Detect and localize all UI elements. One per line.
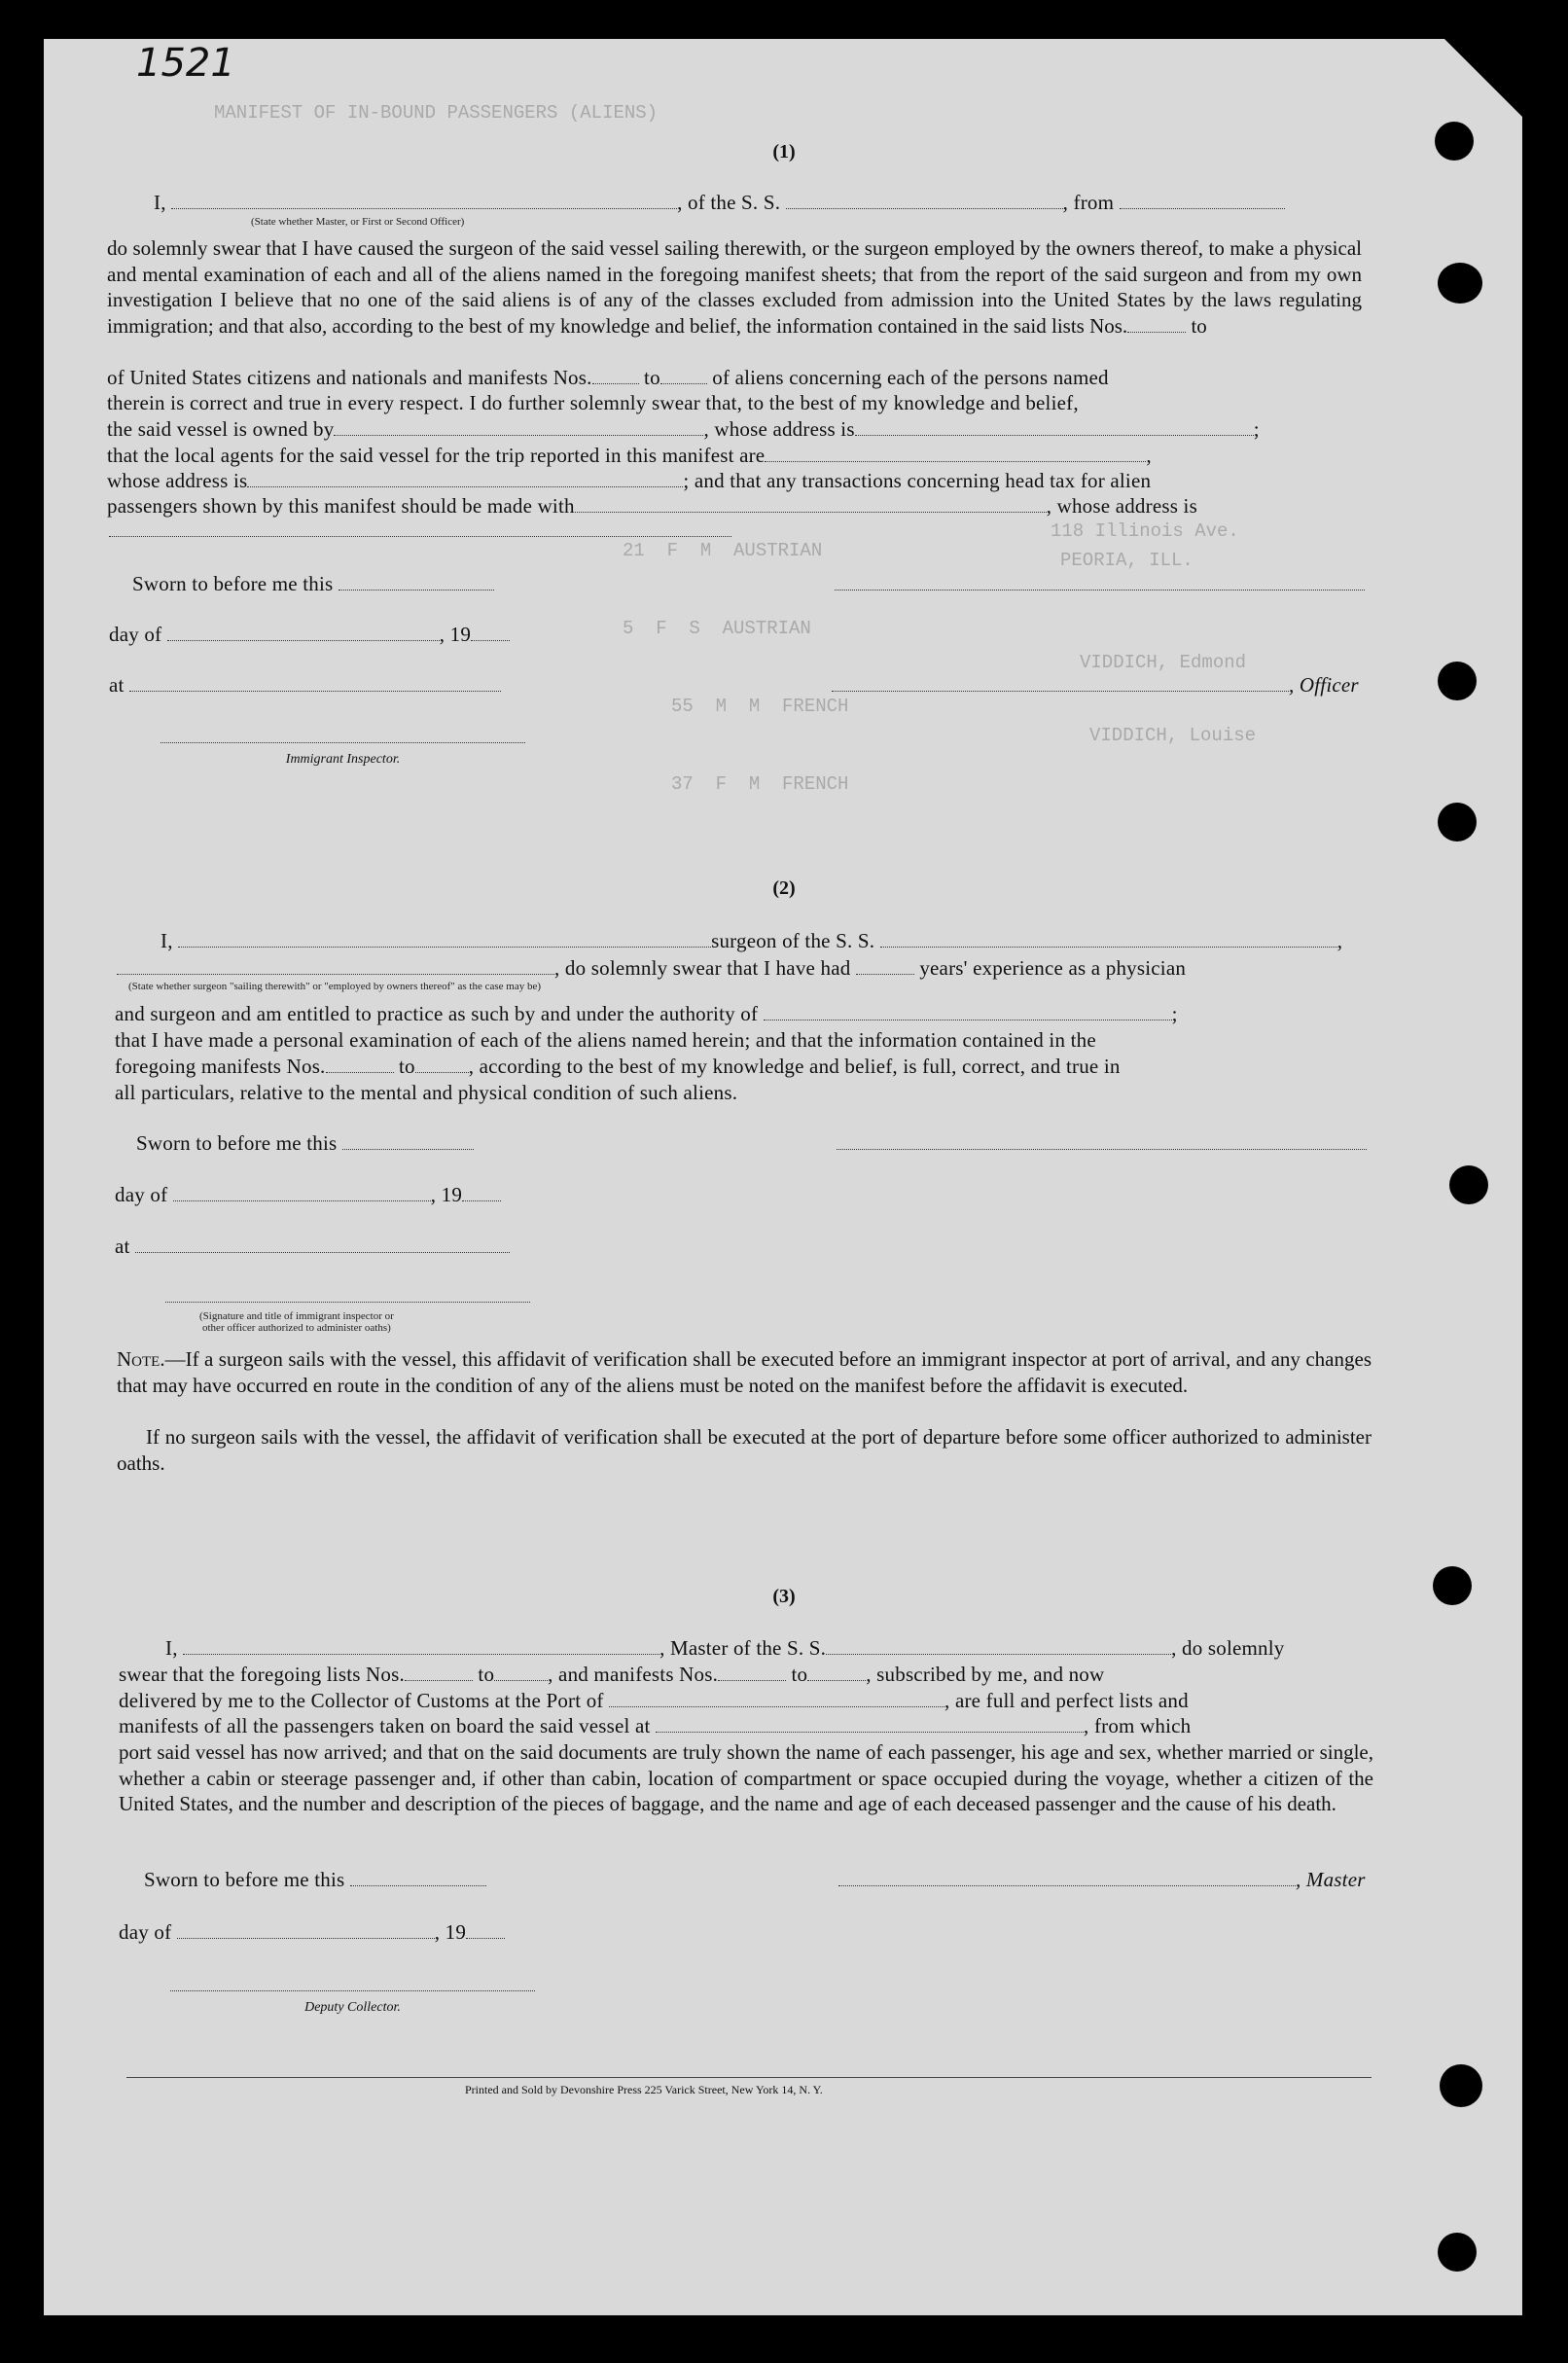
owned-by-line: the said vessel is owned by , whose address is ; bbox=[107, 417, 1260, 441]
surgeon-signature-blank bbox=[837, 1148, 1367, 1150]
officer-signature-blank bbox=[835, 589, 1365, 591]
authorized-officer-signature-blank bbox=[165, 1301, 530, 1303]
bleed-through-text: 37 F M FRENCH bbox=[671, 773, 849, 795]
master-officer-note: (State whether Master, or First or Second Officer) bbox=[251, 216, 465, 228]
surgeon-experience-line: , do solemnly swear that I have had years' experience as a physician bbox=[117, 956, 1186, 981]
inspector-signature-blank bbox=[160, 741, 525, 743]
practice-authority-line: and surgeon and am entitled to practice as such by and under the authority of ; bbox=[115, 1002, 1178, 1025]
surgeon-type-note: (State whether surgeon "sailing therewith" or "employed by owners thereof" as the case may be) bbox=[128, 981, 542, 992]
punch-hole bbox=[1438, 263, 1482, 304]
day-of-line: day of , 19 bbox=[109, 623, 510, 647]
punch-hole bbox=[1438, 2233, 1477, 2272]
foregoing-manifests-line: foregoing manifests Nos. to , according to the best of my knowledge and belief, is full, correct, and true in bbox=[115, 1055, 1121, 1078]
officer-line: , Officer bbox=[832, 673, 1359, 698]
port-collector-line: delivered by me to the Collector of Customs at the Port of , are full and perfect lists and bbox=[119, 1689, 1189, 1712]
particulars-line: all particulars, relative to the mental and physical condition of such aliens. bbox=[115, 1081, 738, 1104]
master-oath-line: I, , of the S. S. , from bbox=[154, 191, 1285, 215]
section-number: (1) bbox=[772, 141, 796, 162]
bleed-through-text: VIDDICH, Louise bbox=[1089, 725, 1257, 746]
folded-corner bbox=[1444, 39, 1522, 117]
master-signature-line: , Master bbox=[838, 1868, 1366, 1892]
note-label: Note. bbox=[117, 1347, 165, 1371]
correct-true-line: therein is correct and true in every respect. I do further solemnly swear that, to the best of my knowledge and belief, bbox=[107, 391, 1079, 414]
bleed-through-text: VIDDICH, Edmond bbox=[1080, 652, 1247, 673]
sworn-line: Sworn to before me this bbox=[136, 1131, 474, 1156]
bleed-through-text: PEORIA, ILL. bbox=[1060, 550, 1194, 571]
master-oath-line-3: I, , Master of the S. S. , do solemnly bbox=[165, 1636, 1285, 1660]
handwritten-number: 1521 bbox=[136, 41, 235, 86]
punch-hole bbox=[1438, 662, 1477, 700]
section-number: (2) bbox=[772, 877, 796, 899]
sworn-line: Sworn to before me this bbox=[132, 572, 494, 596]
whose-address-line: whose address is ; and that any transactions concerning head tax for alien bbox=[107, 469, 1152, 492]
bleed-through-text: 5 F S AUSTRIAN bbox=[623, 618, 811, 639]
note-paragraph: Note.—If a surgeon sails with the vessel, this affidavit of verification shall be executed before an immigrant inspector at port of arrival, and any changes that may have occurred en route in the condition of any of the aliens must be noted on the manifest before the affidavit is executed. bbox=[117, 1347, 1372, 1397]
day-of-line: day of , 19 bbox=[119, 1920, 505, 1945]
address-blank bbox=[109, 535, 731, 537]
citizens-manifest-line: of United States citizens and nationals and manifests Nos. to of aliens concerning each of the persons named bbox=[107, 366, 1109, 389]
lists-nos-line: swear that the foregoing lists Nos. to , and manifests Nos. to , subscribed by me, and now bbox=[119, 1663, 1105, 1686]
examination-line: that I have made a personal examination of each of the aliens named herein; and that the information contained in the bbox=[115, 1028, 1096, 1052]
bleed-through-text: 118 Illinois Ave. bbox=[1051, 520, 1239, 542]
deputy-collector-signature-blank bbox=[170, 1989, 535, 1991]
footer-rule bbox=[126, 2077, 1372, 2078]
day-of-line: day of , 19 bbox=[115, 1183, 501, 1207]
surgeon-oath-line: I, surgeon of the S. S. , bbox=[160, 929, 1343, 952]
bleed-through-text: 55 M M FRENCH bbox=[671, 696, 849, 717]
signature-note-1: (Signature and title of immigrant inspector or bbox=[199, 1310, 394, 1322]
oath-paragraph-1: do solemnly swear that I have caused the surgeon of the said vessel sailing therewith, or the surgeon employed by the owners thereof, to make a physical and mental examination of each and all of the aliens named in the foregoing manifest sheets; that from the report of the said surgeon and from my own investigation I believe that no one of the said aliens is of any of the classes excluded from admission into the United States by the laws regulating immigration; and that also, according to the best of my knowledge and belief, the information contained in the said lists Nos. to bbox=[107, 236, 1362, 338]
signature-note-2: other officer authorized to administer oaths) bbox=[202, 1322, 391, 1334]
taken-on-board-line: manifests of all the passengers taken on board the said vessel at , from which bbox=[119, 1714, 1192, 1737]
punch-hole bbox=[1449, 1165, 1488, 1204]
local-agents-line: that the local agents for the said vessel for the trip reported in this manifest are , bbox=[107, 444, 1152, 467]
bleed-through-text: MANIFEST OF IN-BOUND PASSENGERS (ALIENS) bbox=[214, 102, 659, 124]
bleed-through-text: 21 F M AUSTRIAN bbox=[623, 540, 823, 561]
printer-imprint: Printed and Sold by Devonshire Press 225 Varick Street, New York 14, N. Y. bbox=[465, 2083, 823, 2096]
punch-hole bbox=[1438, 803, 1477, 841]
at-line: at bbox=[109, 673, 501, 698]
sworn-line: Sworn to before me this bbox=[144, 1868, 486, 1892]
section-number: (3) bbox=[772, 1586, 796, 1607]
note-paragraph-2: If no surgeon sails with the vessel, the affidavit of verification shall be executed at the port of departure before some officer authorized to administer oaths. bbox=[117, 1425, 1372, 1475]
at-line: at bbox=[115, 1235, 510, 1259]
immigrant-inspector-label: Immigrant Inspector. bbox=[285, 752, 401, 767]
deputy-collector-label: Deputy Collector. bbox=[304, 2000, 401, 2015]
head-tax-line: passengers shown by this manifest should be made with , whose address is bbox=[107, 494, 1197, 518]
master-oath-paragraph: port said vessel has now arrived; and that on the said documents are truly shown the name of each passenger, his age and sex, whether married or single, whether a cabin or steerage passenger and, if other than cabin, location of compartment or space occupied during the voyage, whether a citizen of the United States, and the number and description of the pieces of baggage, and the name and age of each deceased passenger and the cause of his death. bbox=[119, 1740, 1373, 1815]
punch-hole bbox=[1440, 2064, 1482, 2107]
